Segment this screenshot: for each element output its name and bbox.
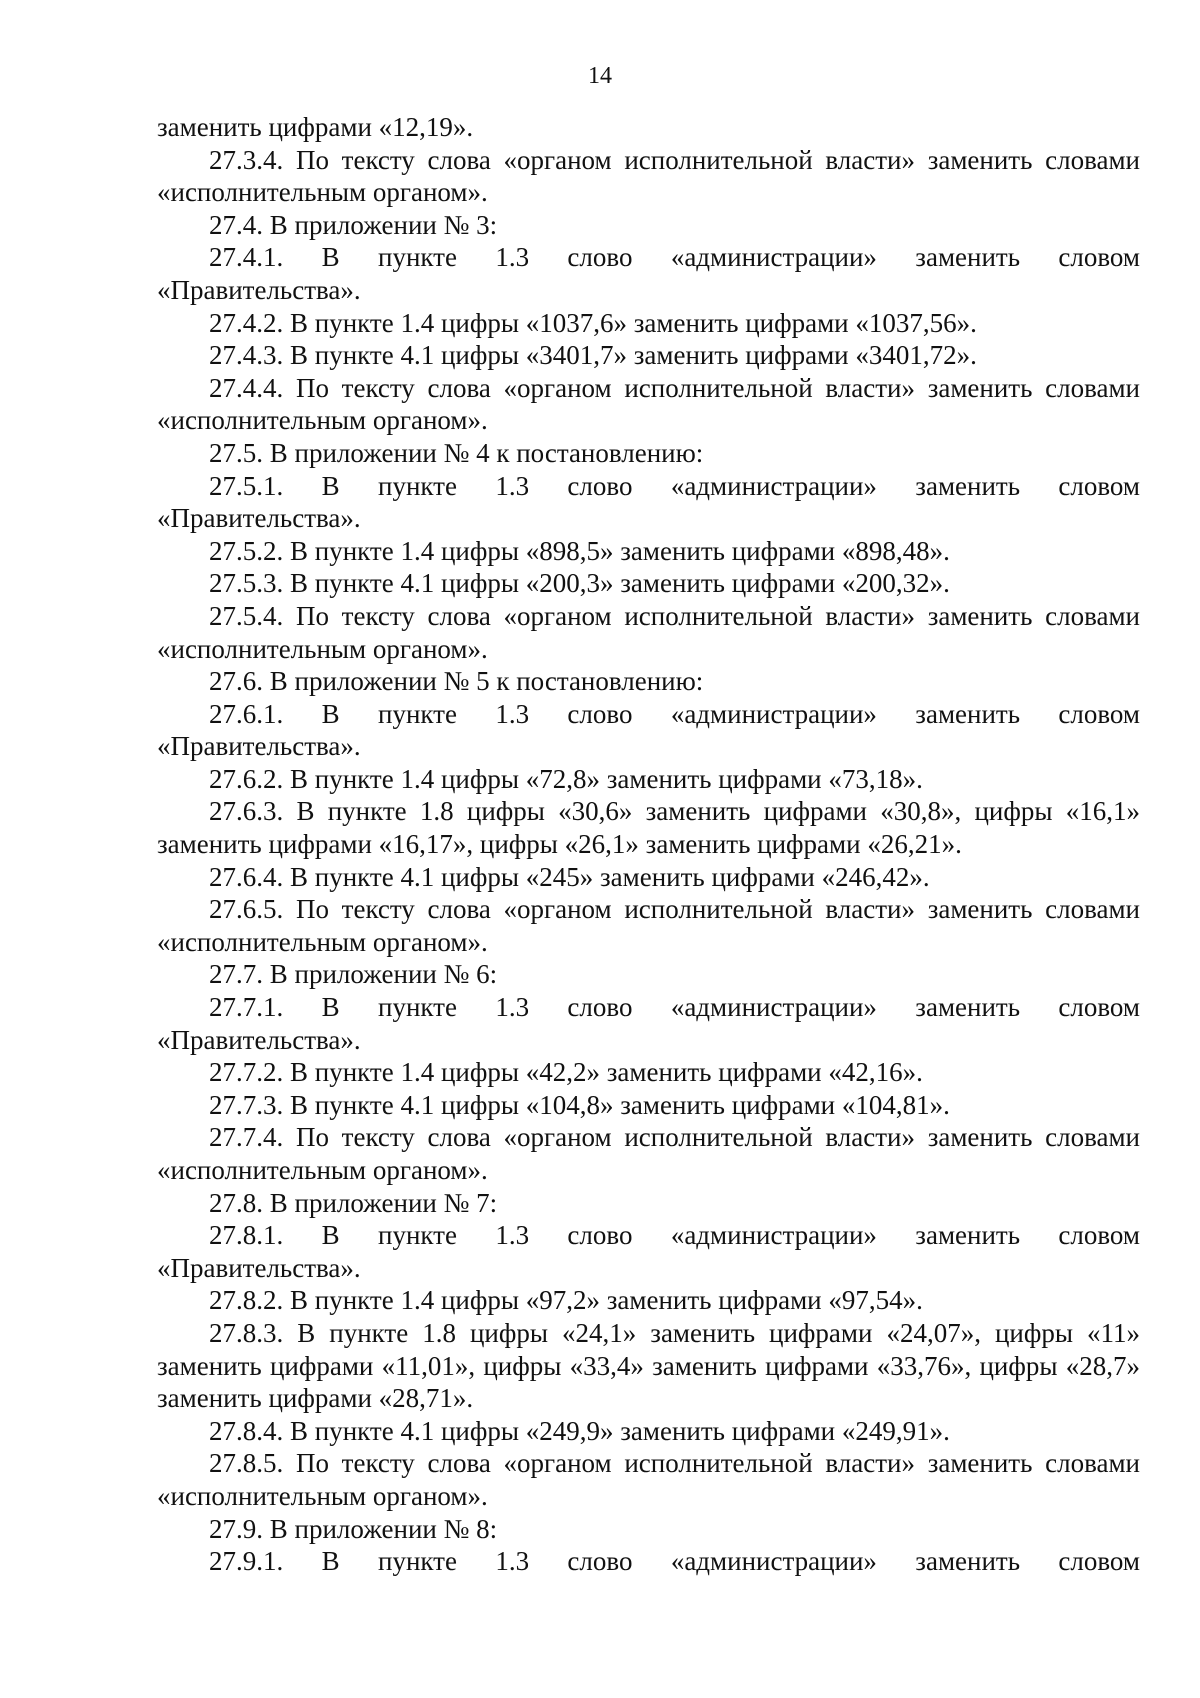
page-number: 14 xyxy=(588,63,612,89)
paragraph: 27.4.1. В пункте 1.3 слово «администрации» заменить словом xyxy=(209,242,1140,273)
paragraph: 27.8.3. В пункте 1.8 цифры «24,1» заменить цифрами «24,07», цифры «11» заменить цифрами «11,01», цифры «33,4» заменить цифрами «33,76», цифры «28,7» заменить цифрами «28,71». xyxy=(157,1317,1140,1414)
paragraph: 27.3.4. По тексту слова «органом исполнительной власти» заменить словами «исполнительным органом». xyxy=(157,144,1140,208)
paragraph: 27.9.1. В пункте 1.3 слово «администрации» заменить словом xyxy=(209,1546,1140,1577)
paragraph: 27.5.2. В пункте 1.4 цифры «898,5» заменить цифрами «898,48». xyxy=(209,535,950,566)
paragraph: 27.6.1. В пункте 1.3 слово «администрации» заменить словом xyxy=(209,698,1140,729)
paragraph: «Правительства». xyxy=(157,1024,361,1055)
paragraph: 27.5. В приложении № 4 к постановлению: xyxy=(209,437,704,468)
paragraph: 27.7. В приложении № 6: xyxy=(209,959,498,990)
paragraph: «Правительства». xyxy=(157,731,361,762)
paragraph: 27.5.4. По тексту слова «органом исполнительной власти» заменить словами «исполнительным органом». xyxy=(157,600,1140,664)
paragraph: 27.4. В приложении № 3: xyxy=(209,209,498,240)
paragraph: 27.4.3. В пункте 4.1 цифры «3401,7» заменить цифрами «3401,72». xyxy=(209,340,977,371)
paragraph: 27.6.3. В пункте 1.8 цифры «30,6» заменить цифрами «30,8», цифры «16,1» заменить цифрами «16,17», цифры «26,1» заменить цифрами «26,21». xyxy=(157,796,1140,860)
paragraph: «Правительства». xyxy=(157,274,361,305)
paragraph: 27.7.4. По тексту слова «органом исполнительной власти» заменить словами «исполнительным органом». xyxy=(157,1122,1140,1185)
paragraph: 27.7.2. В пункте 1.4 цифры «42,2» заменить цифрами «42,16». xyxy=(209,1057,923,1088)
paragraph: 27.8.2. В пункте 1.4 цифры «97,2» заменить цифрами «97,54». xyxy=(209,1285,923,1316)
paragraph: 27.5.3. В пункте 4.1 цифры «200,3» заменить цифрами «200,32». xyxy=(209,568,950,599)
paragraph: «Правительства». xyxy=(157,503,361,534)
paragraph: 27.6.5. По тексту слова «органом исполнительной власти» заменить словами «исполнительным органом». xyxy=(157,894,1140,957)
paragraph: 27.8.5. По тексту слова «органом исполнительной власти» заменить словами «исполнительным органом». xyxy=(157,1448,1140,1511)
paragraph: 27.7.1. В пункте 1.3 слово «администрации» заменить словом xyxy=(209,992,1140,1023)
paragraph: «Правительства». xyxy=(157,1252,361,1283)
paragraph: 27.5.1. В пункте 1.3 слово «администрации» заменить словом xyxy=(209,470,1140,501)
paragraph: 27.8.4. В пункте 4.1 цифры «249,9» заменить цифрами «249,91». xyxy=(209,1415,950,1446)
paragraph: заменить цифрами «12,19». xyxy=(157,112,474,142)
paragraph: 27.6.2. В пункте 1.4 цифры «72,8» заменить цифрами «73,18». xyxy=(209,763,923,794)
paragraph: 27.4.4. По тексту слова «органом исполнительной власти» заменить словами «исполнительным органом». xyxy=(157,372,1140,436)
paragraph: 27.7.3. В пункте 4.1 цифры «104,8» заменить цифрами «104,81». xyxy=(209,1089,950,1120)
paragraph: 27.9. В приложении № 8: xyxy=(209,1513,498,1544)
paragraph: 27.6. В приложении № 5 к постановлению: xyxy=(209,666,704,697)
paragraph: 27.4.2. В пункте 1.4 цифры «1037,6» заменить цифрами «1037,56». xyxy=(209,307,977,338)
paragraph: 27.8.1. В пункте 1.3 слово «администрации» заменить словом xyxy=(209,1220,1140,1251)
document-body xyxy=(157,111,1140,1578)
paragraph: 27.8. В приложении № 7: xyxy=(209,1187,498,1218)
paragraph: 27.6.4. В пункте 4.1 цифры «245» заменить цифрами «246,42». xyxy=(209,861,930,892)
